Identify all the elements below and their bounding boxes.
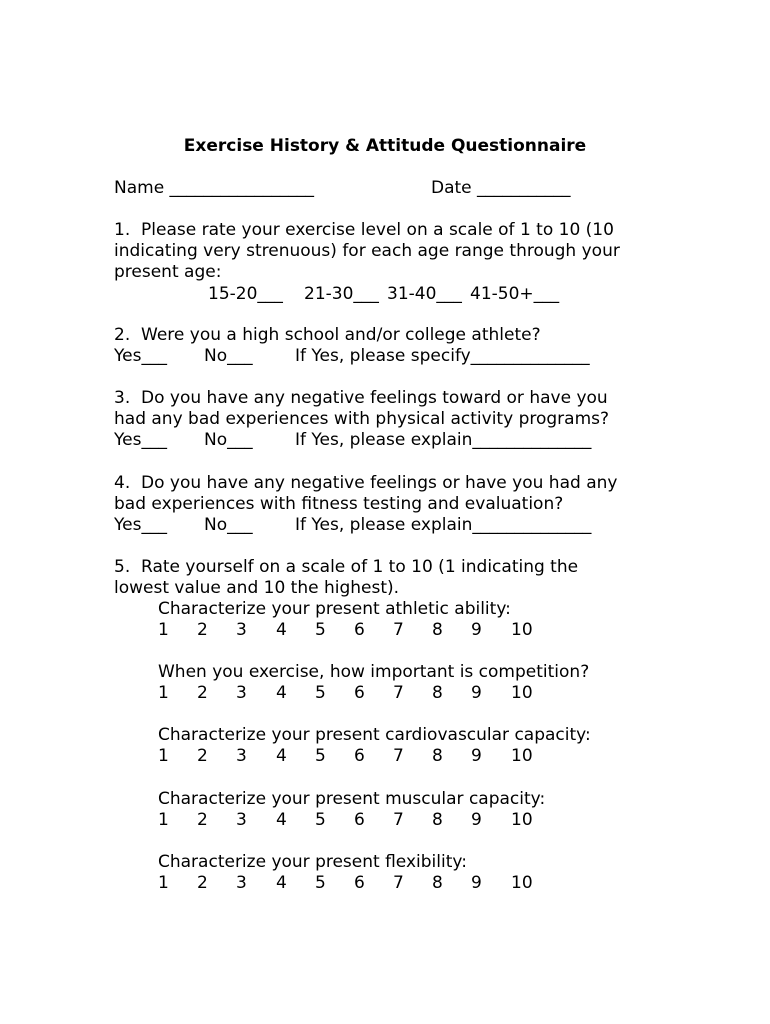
rating-option: 5 <box>315 873 326 893</box>
rating-option: 10 <box>511 683 533 703</box>
question-1-line-2: indicating very strenuous) for each age range through your <box>114 241 620 261</box>
rating-option: 3 <box>236 873 247 893</box>
question-1-line-3: present age: <box>114 262 222 282</box>
rating-option: 6 <box>354 683 365 703</box>
question-4-yes: Yes___ <box>114 515 167 535</box>
rating-option: 8 <box>432 683 443 703</box>
name-field: Name _________________ <box>114 178 315 198</box>
rating-item-label: Characterize your present flexibility: <box>158 852 467 872</box>
rating-option: 10 <box>511 746 533 766</box>
question-4-explain: If Yes, please explain______________ <box>295 515 592 535</box>
question-2-specify: If Yes, please specify______________ <box>295 346 590 366</box>
rating-option: 2 <box>197 683 208 703</box>
rating-option: 6 <box>354 810 365 830</box>
rating-option: 7 <box>393 683 404 703</box>
rating-item-label: Characterize your present athletic ability: <box>158 599 511 619</box>
rating-item-label: Characterize your present cardiovascular capacity: <box>158 725 591 745</box>
rating-option: 8 <box>432 873 443 893</box>
rating-option: 1 <box>158 620 169 640</box>
rating-option: 5 <box>315 683 326 703</box>
rating-option: 6 <box>354 873 365 893</box>
question-3-yes: Yes___ <box>114 430 167 450</box>
rating-option: 2 <box>197 746 208 766</box>
rating-option: 4 <box>276 810 287 830</box>
rating-option: 10 <box>511 873 533 893</box>
rating-option: 2 <box>197 810 208 830</box>
rating-option: 5 <box>315 620 326 640</box>
rating-option: 8 <box>432 620 443 640</box>
rating-option: 4 <box>276 746 287 766</box>
rating-option: 9 <box>471 683 482 703</box>
question-2-no: No___ <box>204 346 253 366</box>
age-range-31-40: 31-40___ <box>387 284 462 304</box>
rating-option: 7 <box>393 873 404 893</box>
rating-option: 1 <box>158 873 169 893</box>
rating-option: 2 <box>197 620 208 640</box>
question-4-line-1: 4. Do you have any negative feelings or have you had any <box>114 473 618 493</box>
rating-option: 5 <box>315 810 326 830</box>
rating-option: 6 <box>354 746 365 766</box>
question-2-yes: Yes___ <box>114 346 167 366</box>
rating-option: 7 <box>393 620 404 640</box>
rating-option: 4 <box>276 620 287 640</box>
question-5-line-2: lowest value and 10 the highest). <box>114 578 400 598</box>
question-4-no: No___ <box>204 515 253 535</box>
rating-option: 5 <box>315 746 326 766</box>
age-range-21-30: 21-30___ <box>304 284 379 304</box>
rating-option: 7 <box>393 810 404 830</box>
rating-option: 9 <box>471 620 482 640</box>
rating-option: 3 <box>236 683 247 703</box>
rating-option: 9 <box>471 810 482 830</box>
rating-option: 8 <box>432 810 443 830</box>
question-4-line-2: bad experiences with fitness testing and evaluation? <box>114 494 564 514</box>
rating-option: 1 <box>158 746 169 766</box>
page-title: Exercise History & Attitude Questionnaire <box>183 136 587 156</box>
question-3-no: No___ <box>204 430 253 450</box>
question-3-line-1: 3. Do you have any negative feelings toward or have you <box>114 388 608 408</box>
date-field: Date ___________ <box>431 178 571 198</box>
rating-option: 1 <box>158 810 169 830</box>
question-5-line-1: 5. Rate yourself on a scale of 1 to 10 (1 indicating the <box>114 557 579 577</box>
rating-option: 10 <box>511 810 533 830</box>
age-range-41-50-plus: 41-50+___ <box>470 284 560 304</box>
rating-option: 1 <box>158 683 169 703</box>
rating-item-label: Characterize your present muscular capacity: <box>158 789 546 809</box>
rating-option: 3 <box>236 746 247 766</box>
rating-option: 8 <box>432 746 443 766</box>
rating-option: 4 <box>276 873 287 893</box>
rating-item-label: When you exercise, how important is competition? <box>158 662 590 682</box>
question-3-line-2: had any bad experiences with physical activity programs? <box>114 409 610 429</box>
rating-option: 10 <box>511 620 533 640</box>
rating-option: 7 <box>393 746 404 766</box>
question-3-explain: If Yes, please explain______________ <box>295 430 592 450</box>
question-2-line-1: 2. Were you a high school and/or college athlete? <box>114 325 541 345</box>
rating-option: 6 <box>354 620 365 640</box>
rating-option: 3 <box>236 620 247 640</box>
rating-option: 4 <box>276 683 287 703</box>
rating-option: 9 <box>471 873 482 893</box>
rating-option: 9 <box>471 746 482 766</box>
question-1-line-1: 1. Please rate your exercise level on a scale of 1 to 10 (10 <box>114 220 614 240</box>
rating-option: 2 <box>197 873 208 893</box>
age-range-15-20: 15-20___ <box>208 284 283 304</box>
rating-option: 3 <box>236 810 247 830</box>
